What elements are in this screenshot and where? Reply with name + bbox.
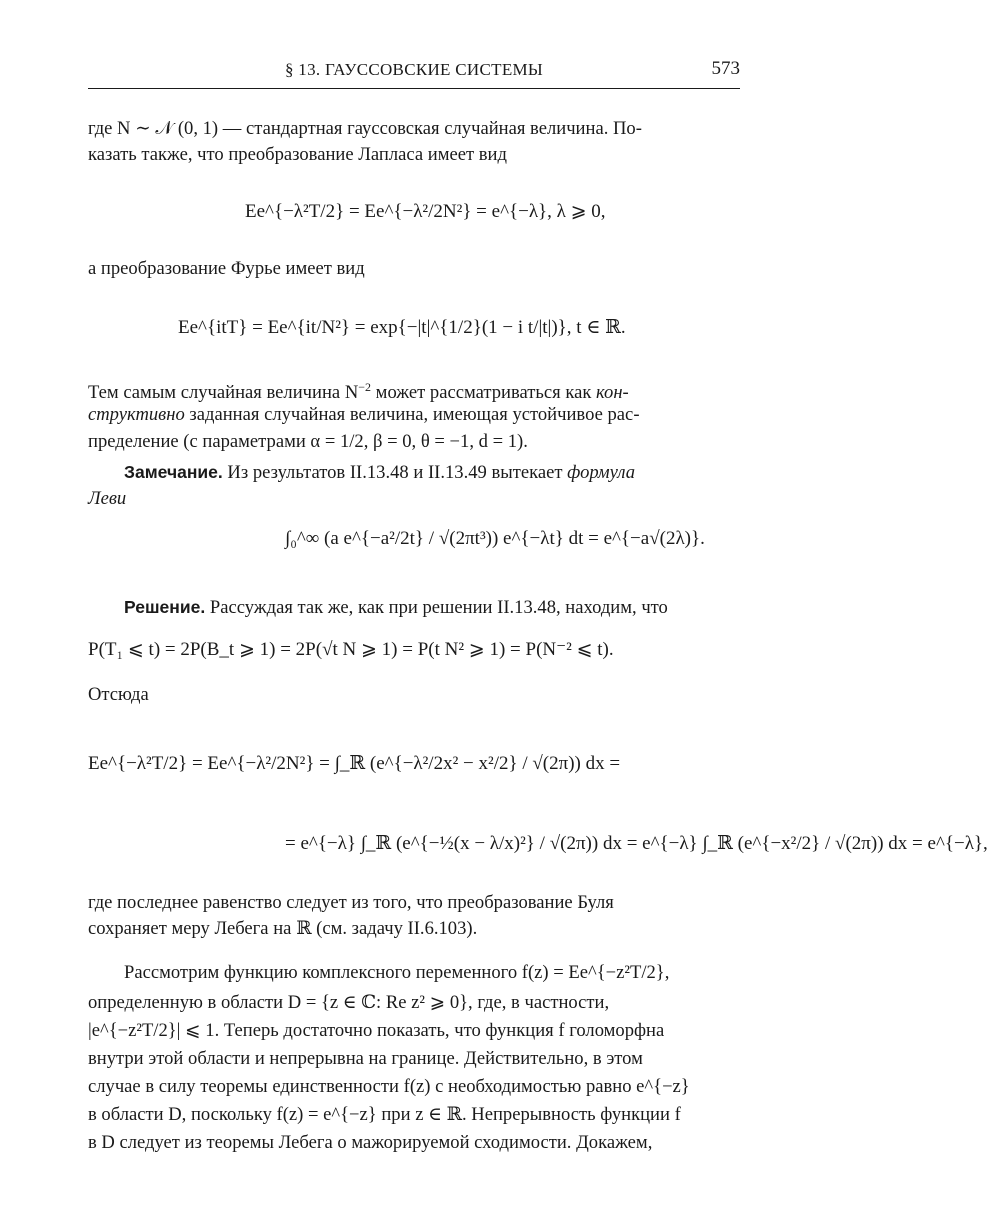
- equation-laplace: Ee^{−λ²T/2} = Ee^{−λ²/2N²} = e^{−λ}, λ ⩾ 0,: [245, 201, 606, 222]
- equation-probability: P(T₁ ⩽ t) = 2P(B_t ⩾ 1) = 2P(√t N ⩾ 1) = P(t N² ⩾ 1) = P(N⁻² ⩽ t).: [88, 639, 614, 660]
- paragraph-line: в D следует из теоремы Лебега о мажорируемой сходимости. Докажем,: [88, 1132, 653, 1153]
- equation-levy: ∫₀^∞ (a e^{−a²/2t} / √(2πt³)) e^{−λt} dt = e^{−a√(2λ)}.: [285, 528, 705, 549]
- paragraph-line: структивно заданная случайная величина, имеющая устойчивое рас-: [88, 404, 640, 425]
- paragraph-line: случае в силу теоремы единственности f(z) с необходимостью равно e^{−z}: [88, 1076, 690, 1097]
- paragraph-line: где N ∼ 𝒩 (0, 1) — стандартная гауссовская случайная величина. По-: [88, 118, 642, 139]
- paragraph-line: Рассмотрим функцию комплексного переменного f(z) = Ee^{−z²T/2},: [124, 962, 670, 983]
- page-number: 573: [711, 58, 740, 79]
- paragraph-line: в области D, поскольку f(z) = e^{−z} при z ∈ ℝ. Непрерывность функции f: [88, 1104, 681, 1125]
- paragraph-line: внутри этой области и непрерывна на границе. Действительно, в этом: [88, 1048, 643, 1069]
- paragraph-line: пределение (с параметрами α = 1/2, β = 0, θ = −1, d = 1).: [88, 431, 528, 452]
- equation-fourier: Ee^{itT} = Ee^{it/N²} = exp{−|t|^{1/2}(1 − i t/|t|)}, t ∈ ℝ.: [178, 317, 626, 338]
- remark-line: Замечание. Из результатов II.13.48 и II.13.49 вытекает формула: [124, 462, 636, 483]
- paragraph-line: |e^{−z²T/2}| ⩽ 1. Теперь достаточно показать, что функция f голоморфна: [88, 1020, 665, 1041]
- remark-line: Леви: [88, 488, 127, 509]
- equation-chain-first: Ee^{−λ²T/2} = Ee^{−λ²/2N²} = ∫_ℝ (e^{−λ²/2x² − x²/2} / √(2π)) dx =: [88, 753, 621, 774]
- equation-chain-second: = e^{−λ} ∫_ℝ (e^{−½(x − λ/x)²} / √(2π)) dx = e^{−λ} ∫_ℝ (e^{−x²/2} / √(2π)) dx = e^{−λ},: [285, 833, 988, 854]
- running-title: § 13. ГАУССОВСКИЕ СИСТЕМЫ: [284, 60, 544, 79]
- paragraph-line: а преобразование Фурье имеет вид: [88, 258, 365, 279]
- solution-label: Решение.: [124, 597, 206, 617]
- paragraph-line: казать также, что преобразование Лапласа имеет вид: [88, 144, 507, 165]
- solution-line: Решение. Рассуждая так же, как при решении II.13.48, находим, что: [124, 597, 668, 618]
- paragraph-line: где последнее равенство следует из того, что преобразование Буля: [88, 892, 614, 913]
- running-header: [88, 58, 740, 89]
- paragraph-line: Отсюда: [88, 684, 149, 705]
- paragraph-line: Тем самым случайная величина $N^{-2}$ может рассматриваться как кон-: [88, 380, 629, 404]
- remark-label: Замечание.: [124, 462, 223, 482]
- paragraph-line: сохраняет меру Лебега на ℝ (см. задачу II.6.103).: [88, 918, 478, 939]
- paragraph-line: определенную в области D = {z ∈ ℂ: Re z² ⩾ 0}, где, в частности,: [88, 992, 610, 1013]
